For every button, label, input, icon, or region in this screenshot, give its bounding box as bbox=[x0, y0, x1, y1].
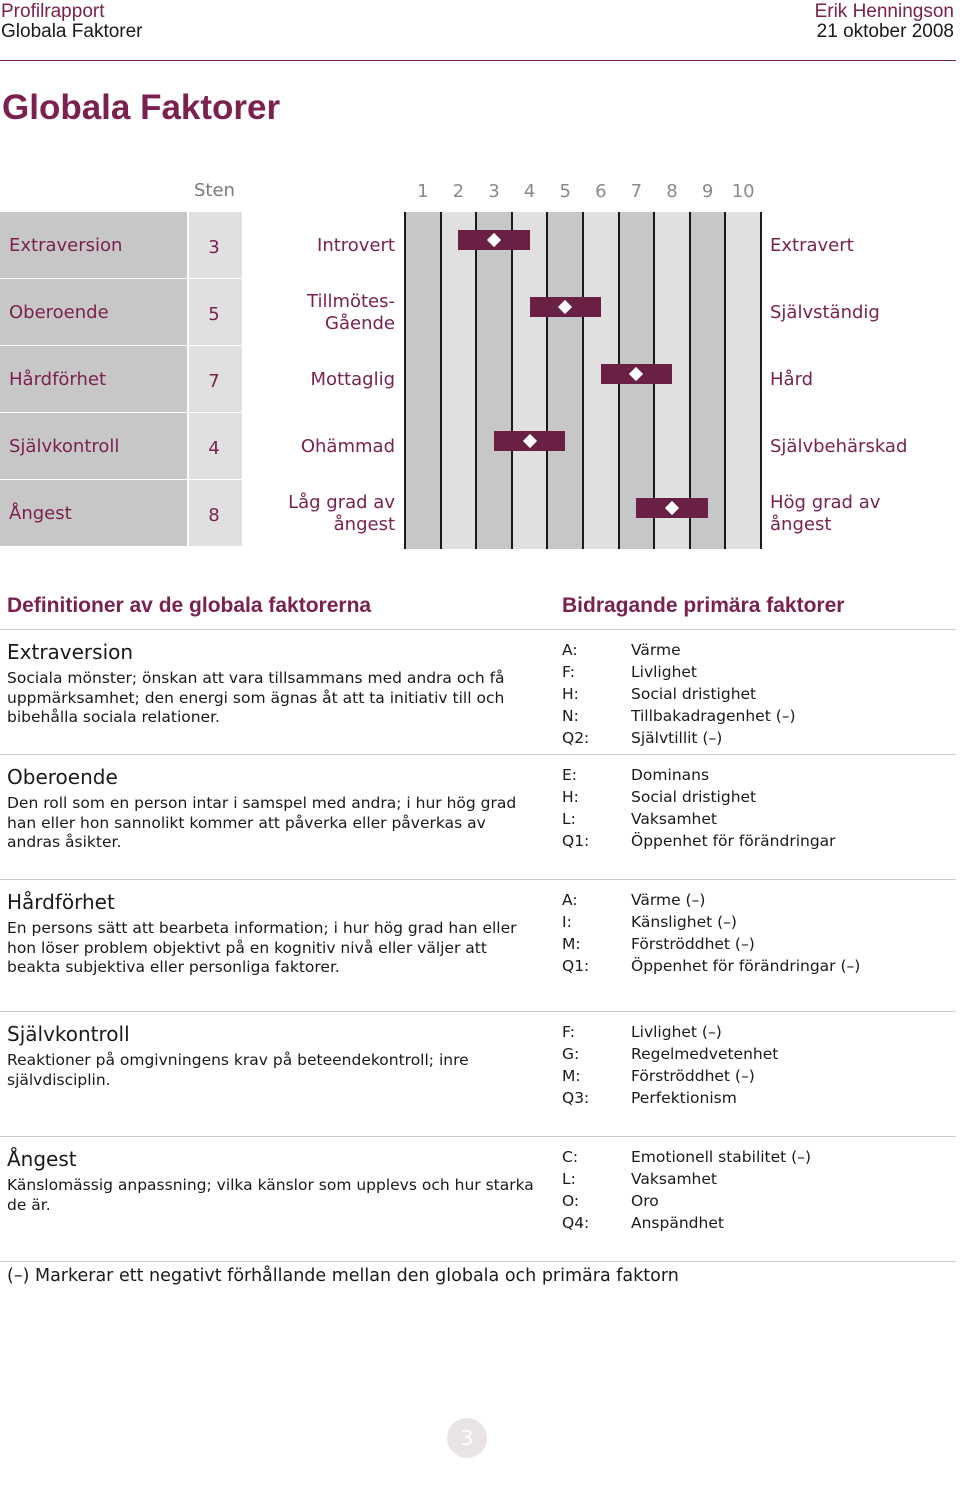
scale-divider bbox=[582, 212, 584, 549]
report-header-left bbox=[1, 2, 143, 42]
report-type: Profilrapport bbox=[1, 1, 105, 22]
primary-factor-item bbox=[562, 1065, 952, 1087]
primary-factor-name: Förströddhet (–) bbox=[631, 1067, 755, 1085]
primary-factor-code: M: bbox=[562, 935, 581, 953]
definition-title: Ångest bbox=[7, 1147, 77, 1171]
footnote: (–) Markerar ett negativt förhållande mellan den globala och primära faktorn bbox=[7, 1266, 679, 1286]
primary-factor-code: H: bbox=[562, 685, 579, 703]
low-pole-label: Introvert bbox=[317, 234, 395, 256]
primary-factor-name: Oro bbox=[631, 1192, 659, 1210]
definition-text: Reaktioner på omgivningens krav på beteendekontroll; inre självdisciplin. bbox=[7, 1051, 469, 1089]
definition-title: Självkontroll bbox=[7, 1022, 130, 1046]
primary-factor-item bbox=[562, 639, 952, 661]
primary-factor-name: Emotionell stabilitet (–) bbox=[631, 1148, 812, 1166]
scale-number: 6 bbox=[595, 181, 607, 202]
scale-column bbox=[476, 212, 512, 549]
primary-factor-code: L: bbox=[562, 810, 576, 828]
definition-title: Hårdförhet bbox=[7, 890, 115, 914]
section-divider bbox=[0, 754, 956, 755]
scale-divider bbox=[475, 212, 477, 549]
primary-factor-name: Värme (–) bbox=[631, 891, 706, 909]
primary-factor-code: Q1: bbox=[562, 832, 590, 850]
primary-factor-code: G: bbox=[562, 1045, 580, 1063]
primary-factors-heading: Bidragande primära faktorer bbox=[562, 594, 845, 617]
primary-factor-code: Q1: bbox=[562, 957, 590, 975]
primary-factor-name: Vaksamhet bbox=[631, 810, 717, 828]
primary-factor-name: Värme bbox=[631, 641, 681, 659]
page-number: 3 bbox=[447, 1418, 487, 1458]
primary-factor-item bbox=[562, 705, 952, 727]
primary-factor-name: Social dristighet bbox=[631, 788, 757, 806]
low-pole-label: Låg grad av ångest bbox=[288, 491, 395, 535]
low-pole-label: Mottaglig bbox=[310, 368, 395, 390]
factor-name: Hårdförhet bbox=[9, 368, 107, 390]
section-divider bbox=[0, 879, 956, 880]
scale-divider bbox=[404, 212, 406, 549]
primary-factor-item bbox=[562, 933, 952, 955]
primary-factor-name: Perfektionism bbox=[631, 1089, 737, 1107]
person-name: Erik Henningson bbox=[814, 1, 954, 22]
primary-factor-item bbox=[562, 786, 952, 808]
primary-factor-list bbox=[562, 639, 952, 749]
primary-factor-name: Känslighet (–) bbox=[631, 913, 737, 931]
primary-factor-list bbox=[562, 764, 952, 852]
scale-number: 8 bbox=[666, 181, 678, 202]
scale-number: 3 bbox=[488, 181, 500, 202]
primary-factor-code: F: bbox=[562, 663, 575, 681]
primary-factor-item bbox=[562, 764, 952, 786]
primary-factor-item bbox=[562, 1212, 952, 1234]
definition-text: Den roll som en person intar i samspel med andra; i hur hög grad han eller hon sannolikt kommer att påverka eller påverkas av andras åsikter. bbox=[7, 794, 517, 851]
primary-factor-code: A: bbox=[562, 641, 578, 659]
definition-text: Känslomässig anpassning; vilka känslor som upplevs och hur starka de är. bbox=[7, 1176, 534, 1214]
scale-number: 7 bbox=[630, 181, 643, 202]
definition-title: Oberoende bbox=[7, 765, 118, 789]
factor-name: Ångest bbox=[9, 502, 72, 524]
primary-factor-code: F: bbox=[562, 1023, 575, 1041]
primary-factor-name: Dominans bbox=[631, 766, 710, 784]
low-pole-label: Ohämmad bbox=[300, 435, 395, 457]
primary-factor-code: I: bbox=[562, 913, 572, 931]
scale-number: 10 bbox=[731, 181, 755, 202]
primary-factor-code: Q2: bbox=[562, 729, 590, 747]
primary-factor-code: A: bbox=[562, 891, 578, 909]
high-pole-label: Självständig bbox=[770, 301, 880, 323]
scale-column bbox=[512, 212, 548, 549]
scale-number: 2 bbox=[452, 181, 465, 202]
primary-factor-code: E: bbox=[562, 766, 578, 784]
primary-factor-code: Q3: bbox=[562, 1089, 590, 1107]
primary-factor-name: Vaksamhet bbox=[631, 1170, 717, 1188]
scale-divider bbox=[440, 212, 442, 549]
primary-factor-code: H: bbox=[562, 788, 579, 806]
scale-divider bbox=[546, 212, 548, 549]
row-separator bbox=[0, 479, 242, 480]
primary-factor-code: M: bbox=[562, 1067, 581, 1085]
primary-factor-code: Q4: bbox=[562, 1214, 590, 1232]
primary-factor-list bbox=[562, 1021, 952, 1109]
report-section: Globala Faktorer bbox=[1, 21, 143, 42]
definition-text: En persons sätt att bearbeta information; i hur hög grad han eller hon löser problem objektivt på en kognitiv nivå eller väljer att beakta subjektiva eller personliga faktorer. bbox=[7, 919, 517, 976]
sten-column-label: Sten bbox=[194, 180, 235, 201]
sten-score: 8 bbox=[208, 504, 220, 526]
primary-factor-name: Öppenhet för förändringar (–) bbox=[631, 957, 861, 975]
scale-column bbox=[441, 212, 477, 549]
primary-factor-item bbox=[562, 727, 952, 749]
sten-score: 4 bbox=[208, 437, 220, 459]
scale-column bbox=[725, 212, 761, 549]
primary-factor-item bbox=[562, 830, 952, 852]
scale-divider bbox=[760, 212, 762, 549]
low-pole-label: Tillmötes- Gående bbox=[307, 290, 395, 334]
section-divider bbox=[0, 1136, 956, 1137]
primary-factor-item bbox=[562, 1146, 952, 1168]
primary-factor-name: Livlighet (–) bbox=[631, 1023, 722, 1041]
primary-factor-item bbox=[562, 1021, 952, 1043]
definitions-heading: Definitioner av de globala faktorerna bbox=[7, 594, 372, 617]
scale-number: 9 bbox=[701, 181, 714, 202]
definition-text: Sociala mönster; önskan att vara tillsammans med andra och få uppmärksamhet; den energi som ägnas åt att ta initiativ till och bibehålla sociala relationer. bbox=[7, 669, 505, 726]
primary-factor-item bbox=[562, 1190, 952, 1212]
factor-name: Extraversion bbox=[9, 234, 123, 256]
header-divider bbox=[0, 60, 956, 61]
factor-name: Självkontroll bbox=[9, 435, 120, 457]
primary-factor-code: N: bbox=[562, 707, 579, 725]
primary-factor-name: Självtillit (–) bbox=[631, 729, 723, 747]
primary-factor-item bbox=[562, 661, 952, 683]
high-pole-label: Extravert bbox=[770, 234, 854, 256]
primary-factor-name: Regelmedvetenhet bbox=[631, 1045, 779, 1063]
primary-factor-item bbox=[562, 808, 952, 830]
report-date: 21 oktober 2008 bbox=[816, 21, 954, 42]
primary-factor-item bbox=[562, 1043, 952, 1065]
primary-factor-code: O: bbox=[562, 1192, 580, 1210]
high-pole-label: Hård bbox=[770, 368, 814, 390]
scale-number: 5 bbox=[559, 181, 571, 202]
primary-factor-name: Anspändhet bbox=[631, 1214, 724, 1232]
row-separator bbox=[0, 345, 242, 346]
primary-factor-item bbox=[562, 955, 952, 977]
primary-factor-name: Livlighet bbox=[631, 663, 698, 681]
scale-divider bbox=[724, 212, 726, 549]
report-header-right bbox=[815, 2, 954, 42]
primary-factor-name: Öppenhet för förändringar bbox=[631, 832, 836, 850]
high-pole-label: Hög grad av ångest bbox=[770, 491, 881, 535]
primary-factor-name: Förströddhet (–) bbox=[631, 935, 755, 953]
definition-title: Extraversion bbox=[7, 640, 134, 664]
primary-factor-list bbox=[562, 889, 952, 977]
primary-factor-list bbox=[562, 1146, 952, 1234]
scale-divider bbox=[511, 212, 513, 549]
page-title: Globala Faktorer bbox=[2, 88, 281, 127]
sten-score: 5 bbox=[208, 303, 220, 325]
scale-column bbox=[547, 212, 583, 549]
scale-number: 1 bbox=[417, 181, 429, 202]
section-divider bbox=[0, 1261, 956, 1262]
primary-factor-item bbox=[562, 683, 952, 705]
primary-factor-item bbox=[562, 911, 952, 933]
primary-factor-item bbox=[562, 1168, 952, 1190]
primary-factor-item bbox=[562, 1087, 952, 1109]
row-separator bbox=[0, 412, 242, 413]
sten-score: 3 bbox=[208, 236, 220, 258]
scale-column bbox=[405, 212, 441, 549]
section-divider bbox=[0, 1011, 956, 1012]
primary-factor-item bbox=[562, 889, 952, 911]
scale-number: 4 bbox=[523, 181, 536, 202]
primary-factor-name: Social dristighet bbox=[631, 685, 757, 703]
factor-name: Oberoende bbox=[9, 301, 109, 323]
high-pole-label: Självbehärskad bbox=[770, 435, 908, 457]
primary-factor-code: L: bbox=[562, 1170, 576, 1188]
section-divider bbox=[0, 629, 956, 630]
primary-factor-name: Tillbakadragenhet (–) bbox=[631, 707, 796, 725]
primary-factor-code: C: bbox=[562, 1148, 579, 1166]
row-separator bbox=[0, 278, 242, 279]
sten-score: 7 bbox=[208, 370, 220, 392]
